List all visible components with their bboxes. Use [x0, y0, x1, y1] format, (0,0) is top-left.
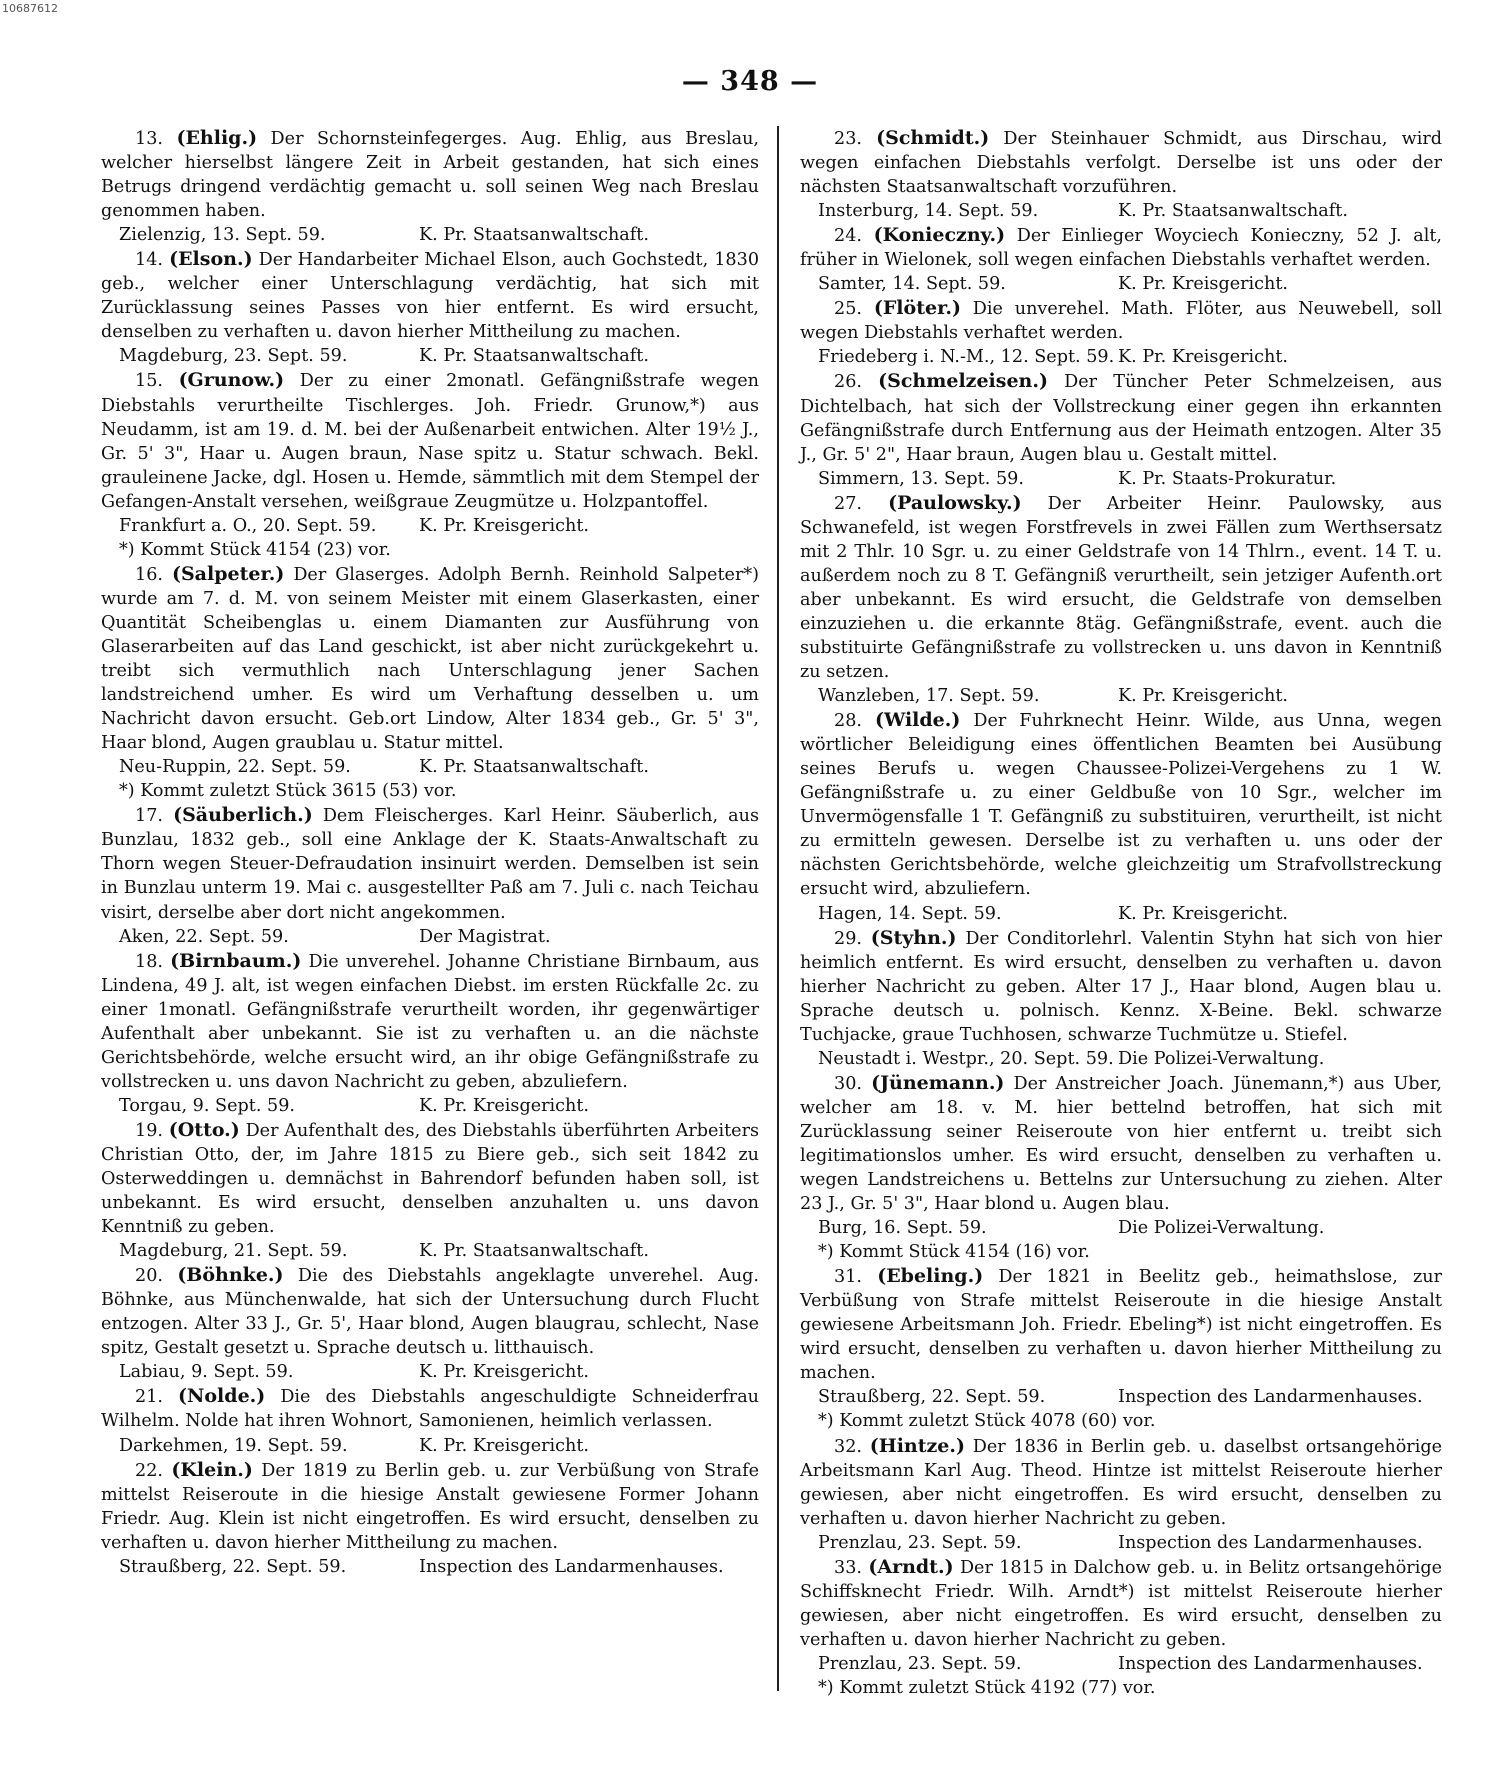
notice-entry: [101, 247, 759, 368]
page-number: — 348 —: [681, 66, 819, 97]
notice-body: Der Aufenthalt des, des Diebstahls überführten Arbeiters Christian Otto, der, im Jahre 1815 zu Biere geb., sich seit 1842 zu Osterweddingen u. demnächst in Bahrendorf befunden haben soll, ist unbekannt. Es wird ersucht, denselben anzuhalten u. uns davon Kenntniß zu geben.: [101, 1120, 760, 1238]
notice-signature: [800, 1531, 1442, 1555]
notice-number: 14.: [135, 250, 163, 271]
notice-entry: [101, 1384, 759, 1457]
notice-number: 33.: [834, 1557, 862, 1578]
notice-surname: (Säuberlich.): [173, 804, 313, 827]
notice-place-date: Magdeburg, 23. Sept. 59.: [119, 346, 348, 367]
notice-number: 28.: [834, 711, 862, 732]
notice-text-block: [800, 1434, 1442, 1531]
notice-signature: [800, 1047, 1442, 1071]
notice-body: Der Tüncher Peter Schmelzeisen, aus Dichtelbach, hat sich der Vollstreckung einer gegen ihn erkannten Gefängnißstrafe durch Entfernung aus der Heimath entzogen. Alter 35 J., Gr. 5' 2", Haar braun, Augen blau u. Gestalt mittel.: [800, 372, 1442, 465]
notice-text-block: [800, 369, 1442, 466]
notice-entry: [101, 1118, 759, 1263]
notice-authority: K. Pr. Staatsanwaltschaft.: [419, 225, 649, 246]
notice-number: 13.: [135, 129, 163, 149]
notice-text-block: [800, 223, 1442, 272]
notice-signature: [101, 223, 759, 247]
notice-place-date: Insterburg, 14. Sept. 59.: [818, 201, 1039, 222]
notice-place-date: Magdeburg, 21. Sept. 59.: [119, 1241, 348, 1262]
notice-signature: [101, 1094, 759, 1118]
notice-number: 32.: [834, 1436, 862, 1457]
notice-place-date: Neu-Ruppin, 22. Sept. 59.: [119, 757, 351, 778]
notice-authority: K. Pr. Staatsanwaltschaft.: [419, 346, 649, 367]
notice-entry: [800, 369, 1442, 490]
notice-body: Der zu einer 2monatl. Gefängnißstrafe wegen Diebstahls verurtheilte Tischlerges. Joh. Friedr. Grunow,*) aus Neudamm, ist am 19. d. M. bei der Außenarbeit entwichen. Alter 19½ J., Gr. 5' 3", Haar u. Augen braun, Nase spitz u. Statur schwach. Bekl. grauleinene Jacke, dgl. Hosen u. Hemde, sämmtlich mit dem Stempel der Gefangen-Anstalt versehen, weißgraue Zeugmütze u. Holzpantoffel.: [101, 371, 760, 512]
notice-authority: K. Pr. Staats-Prokuratur.: [1118, 468, 1337, 489]
notice-authority: K. Pr. Staatsanwaltschaft.: [1118, 201, 1348, 222]
notice-text-block: [101, 1384, 759, 1433]
notice-authority: Inspection des Landarmenhauses.: [419, 1556, 724, 1577]
notice-entry: [800, 126, 1442, 223]
notice-signature: [101, 1555, 759, 1579]
notice-authority: Die Polizei-Verwaltung.: [1118, 1218, 1325, 1239]
notice-number: 23.: [834, 129, 862, 149]
notice-entry: [101, 562, 759, 803]
notice-signature: [101, 1360, 759, 1384]
notice-authority: Inspection des Landarmenhauses.: [1118, 1532, 1423, 1553]
notice-number: 20.: [135, 1266, 163, 1287]
notice-authority: K. Pr. Kreisgericht.: [419, 515, 590, 536]
notice-text-block: [800, 708, 1442, 901]
notice-body: Die unverehel. Math. Flöter, aus Neuwebell, soll wegen Diebstahls verhaftet werden.: [800, 299, 1443, 344]
notice-place-date: Neustadt i. Westpr., 20. Sept. 59.: [818, 1048, 1114, 1069]
notice-surname: (Klein.): [171, 1458, 253, 1481]
notice-body: Der Conditorlehrl. Valentin Styhn hat sich von hier heimlich entfernt. Es wird ersucht, denselben zu verhaften u. davon hierher Nachricht zu geben. Alter 17 J., Haar blond, Augen blau u. Sprache deutsch u. polnisch. Kennz. X-Beine. Bekl. schwarze Tuchjacke, graue Tuchhosen, schwarze Tuchmütze u. Stiefel.: [800, 928, 1443, 1045]
notice-number: 29.: [834, 928, 862, 949]
notice-body: Der Anstreicher Joach. Jünemann,*) aus Uber, welcher am 18. v. M. hier bettelnd betroffen, hat sich mit Zurücklassung seiner Reiseroute von hier entfernt u. treibt sich legitimationslos umher. Es wird ersucht, denselben zu verhaften u. wegen Landstreichens u. Bettelns zur Untersuchung zu ziehen. Alter 23 J., Gr. 5' 3", Haar blond u. Augen blau.: [800, 1073, 1443, 1215]
notice-authority: Die Polizei-Verwaltung.: [1118, 1048, 1325, 1069]
notice-number: 25.: [834, 299, 862, 320]
notice-number: 16.: [135, 564, 163, 585]
notice-place-date: Zielenzig, 13. Sept. 59.: [119, 225, 326, 246]
notice-entry: [800, 708, 1442, 925]
notice-footnote: *) Kommt zuletzt Stück 4078 (60) vor.: [818, 1411, 1156, 1432]
notice-text-block: [101, 562, 759, 755]
notice-text-block: [800, 1555, 1442, 1652]
notice-place-date: Aken, 22. Sept. 59.: [119, 926, 289, 947]
notice-number: 18.: [135, 951, 163, 972]
notice-authority: K. Pr. Kreisgericht.: [1118, 686, 1289, 707]
notice-text-block: [101, 1263, 759, 1360]
notice-entry: [800, 1555, 1442, 1700]
notice-body: Der Schornsteinfegerges. Aug. Ehlig, aus Breslau, welcher hierselbst längere Zeit in Arbeit gestanden, hat sich eines Betrugs dringend verdächtig gemacht u. soll seinen Weg nach Breslau genommen haben.: [101, 129, 759, 222]
notice-text-block: [800, 126, 1442, 199]
notice-number: 27.: [834, 493, 862, 514]
notice-signature: [800, 272, 1442, 296]
notice-text-block: [101, 1118, 759, 1239]
notice-place-date: Frankfurt a. O., 20. Sept. 59.: [119, 515, 377, 536]
notice-authority: K. Pr. Staatsanwaltschaft.: [419, 757, 649, 778]
notice-signature: [800, 1652, 1442, 1676]
notice-place-date: Straußberg, 22. Sept. 59.: [818, 1387, 1046, 1408]
notice-authority: K. Pr. Kreisgericht.: [1118, 274, 1289, 295]
left-column: [101, 126, 759, 1579]
notice-surname: (Styhn.): [870, 926, 957, 949]
notice-place-date: Labiau, 9. Sept. 59.: [119, 1362, 294, 1383]
notice-text-block: [800, 491, 1442, 684]
notice-signature: [101, 925, 759, 949]
notice-place-date: Straußberg, 22. Sept. 59.: [119, 1556, 347, 1577]
notice-surname: (Otto.): [168, 1118, 240, 1141]
notice-signature: [800, 1216, 1442, 1240]
notice-entry: [101, 1263, 759, 1384]
right-column: [800, 126, 1442, 1700]
notice-number: 24.: [834, 226, 862, 247]
notice-authority: Inspection des Landarmenhauses.: [1118, 1653, 1423, 1674]
notice-place-date: Samter, 14. Sept. 59.: [818, 274, 1006, 295]
notice-signature: [800, 199, 1442, 223]
notice-signature: [800, 1385, 1442, 1409]
notice-number: 31.: [834, 1267, 862, 1288]
notice-place-date: Torgau, 9. Sept. 59.: [119, 1095, 295, 1116]
notice-place-date: Friedeberg i. N.-M., 12. Sept. 59.: [818, 347, 1115, 368]
notice-signature: [101, 344, 759, 368]
notice-surname: (Hintze.): [869, 1434, 965, 1457]
notice-signature: [101, 1239, 759, 1263]
notice-body: Der 1821 in Beelitz geb., heimathslose, zur Verbüßung von Strafe mittelst Reiseroute in die hiesige Anstalt gewiesene Arbeitsmann Joh. Friedr. Ebeling*) ist nicht eingetroffen. Es wird ersucht, denselben zu verhaften u. davon hierher Mittheilung zu machen.: [800, 1267, 1443, 1384]
notice-surname: (Arndt.): [868, 1555, 954, 1578]
notice-signature: [800, 345, 1442, 369]
notice-place-date: Hagen, 14. Sept. 59.: [818, 903, 1002, 924]
notice-place-date: Prenzlau, 23. Sept. 59.: [818, 1653, 1022, 1674]
notice-body: Der Glaserges. Adolph Bernh. Reinhold Salpeter*) wurde am 7. d. M. von seinem Meister mit einem Glaserkasten, einer Quantität Scheibenglas u. einem Diamanten zur Ausführung von Glaserarbeiten auf das Land geschickt, ist aber nicht zurückgekehrt u. treibt sich vermuthlich nach Unterschlagung jener Sachen landstreichend umher. Es wird um Verhaftung desselben u. um Nachricht davon ersucht. Geb.ort Lindow, Alter 1834 geb., Gr. 5' 3", Haar blond, Augen graublau u. Statur mittel.: [101, 564, 760, 754]
notice-entry: [101, 368, 759, 561]
notice-authority: K. Pr. Kreisgericht.: [419, 1095, 590, 1116]
notice-entry: [101, 1458, 759, 1579]
notice-surname: (Elson.): [169, 248, 253, 271]
notice-surname: (Ehlig.): [176, 127, 258, 149]
notice-entry: [800, 296, 1442, 369]
notice-entry: [101, 949, 759, 1118]
notice-body: Die des Diebstahls angeschuldigte Schneiderfrau Wilhelm. Nolde hat ihren Wohnort, Samonienen, heimlich verlassen.: [101, 1387, 760, 1432]
notice-text-block: [101, 803, 759, 924]
notice-authority: K. Pr. Kreisgericht.: [1118, 347, 1289, 368]
notice-entry: [101, 126, 759, 247]
notice-number: 26.: [834, 372, 862, 393]
notice-number: 22.: [135, 1460, 163, 1481]
notice-surname: (Flöter.): [873, 297, 961, 320]
notice-surname: (Nolde.): [178, 1385, 266, 1408]
notice-text-block: [101, 247, 759, 344]
notice-number: 30.: [834, 1073, 862, 1094]
notice-footnote: *) Kommt zuletzt Stück 4192 (77) vor.: [818, 1678, 1156, 1698]
notice-text-block: [101, 126, 759, 223]
scan-id: 10687612: [2, 2, 58, 15]
notice-entry: [800, 223, 1442, 296]
notice-text-block: [101, 949, 759, 1094]
notice-authority: Der Magistrat.: [419, 926, 551, 947]
notice-authority: K. Pr. Kreisgericht.: [419, 1362, 590, 1383]
notice-surname: (Salpeter.): [171, 562, 285, 585]
notice-place-date: Darkehmen, 19. Sept. 59.: [119, 1435, 348, 1456]
notice-text-block: [101, 1458, 759, 1555]
notice-surname: (Paulowsky.): [888, 491, 1022, 514]
notice-number: 17.: [135, 806, 163, 827]
notice-signature: [101, 514, 759, 538]
notice-surname: (Jünemann.): [871, 1071, 1005, 1094]
notice-surname: (Wilde.): [874, 709, 961, 732]
notice-text-block: [800, 296, 1442, 345]
notice-body: Der Steinhauer Schmidt, aus Dirschau, wird wegen einfachen Diebstahls verfolgt. Derselbe ist uns oder der nächsten Staatsanwaltschaft vorzuführen.: [800, 129, 1442, 198]
notice-surname: (Schmidt.): [876, 127, 990, 149]
notice-signature: [101, 1434, 759, 1458]
notice-surname: (Schmelzeisen.): [878, 370, 1048, 393]
notice-body: Der Fuhrknecht Heinr. Wilde, aus Unna, wegen wörtlicher Beleidigung eines öffentlichen Beamten bei Ausübung seines Berufs u. wegen Chaussee-Polizei-Vergehens zu 1 W. Gefängnißstrafe u. zu einer Geldbuße von 10 Sgr., welcher im Unvermögensfalle 1 T. Gefängniß zu substituiren, verurtheilt, ist nicht zu ermitteln gewesen. Derselbe ist zu verhaften u. uns oder der nächsten Gerichtsbehörde, welche gleichzeitig um Strafvollstreckung ersucht wird, abzuliefern.: [800, 711, 1442, 900]
notice-authority: K. Pr. Staatsanwaltschaft.: [419, 1241, 649, 1262]
notice-body: Der Einlieger Woyciech Konieczny, 52 J. alt, früher in Wielonek, soll wegen einfachen Diebstahls verhaftet werden.: [800, 226, 1443, 271]
notice-authority: K. Pr. Kreisgericht.: [1118, 903, 1289, 924]
notice-authority: K. Pr. Kreisgericht.: [419, 1435, 590, 1456]
notice-text-block: [800, 1264, 1442, 1385]
notice-body: Der Arbeiter Heinr. Paulowsky, aus Schwanefeld, ist wegen Forstfrevels in zwei Fällen zum Werthsersatz mit 2 Thlr. 10 Sgr. u. zu einer Geldstrafe von 14 Thlrn., event. 14 T. u. außerdem noch zu 8 T. Gefängniß verurtheilt, sein jetziger Aufenth.ort aber unbekannt. Es wird ersucht, die Geldstrafe von demselben einzuziehen u. die erkannte 8täg. Gefängnißstrafe, event. auch die substituirte Gefängnißstrafe zu vollstrecken u. uns davon in Kenntniß zu setzen.: [800, 493, 1442, 683]
notice-body: Dem Fleischerges. Karl Heinr. Säuberlich, aus Bunzlau, 1832 geb., soll eine Anklage der K. Staats-Anwaltschaft zu Thorn wegen Steuer-Defraudation insinuirt werden. Demselben ist sein in Bunzlau unterm 19. Mai c. ausgestellter Paß am 7. Juli c. nach Teichau visirt, derselbe aber dort nicht angekommen.: [101, 806, 759, 923]
notice-surname: (Böhnke.): [177, 1264, 284, 1287]
notice-signature: [800, 902, 1442, 926]
notice-text-block: [800, 926, 1442, 1047]
notice-footnote: *) Kommt zuletzt Stück 3615 (53) vor.: [119, 781, 457, 802]
notice-surname: (Ebeling.): [877, 1265, 984, 1288]
notice-text-block: [800, 1071, 1442, 1216]
notice-footnote: *) Kommt Stück 4154 (23) vor.: [119, 539, 391, 560]
notice-entry: [800, 1071, 1442, 1264]
notice-surname: (Birnbaum.): [170, 949, 302, 972]
notice-place-date: Prenzlau, 23. Sept. 59.: [818, 1532, 1022, 1553]
notice-signature: [800, 467, 1442, 491]
notice-authority: Inspection des Landarmenhauses.: [1118, 1387, 1423, 1408]
notice-entry: [101, 803, 759, 948]
notice-place-date: Wanzleben, 17. Sept. 59.: [818, 686, 1040, 707]
notice-place-date: Burg, 16. Sept. 59.: [818, 1218, 987, 1239]
notice-number: 15.: [135, 371, 163, 392]
notice-text-block: [101, 368, 759, 513]
notice-body: Der Handarbeiter Michael Elson, auch Gochstedt, 1830 geb., welcher einer Unterschlagung verdächtig, hat sich mit Zurücklassung seines Passes von hier entfernt. Es wird ersucht, denselben zu verhaften u. davon hierher Mittheilung zu machen.: [101, 250, 760, 343]
notice-signature: [800, 684, 1442, 708]
notice-number: 19.: [135, 1120, 163, 1141]
notice-body: Der 1819 zu Berlin geb. u. zur Verbüßung von Strafe mittelst Reiseroute in die hiesige Anstalt gewiesene Former Johann Friedr. Aug. Klein ist nicht eingetroffen. Es wird ersucht, denselben zu verhaften u. davon hierher Mittheilung zu machen.: [101, 1460, 759, 1553]
notice-body: Der 1836 in Berlin geb. u. daselbst ortsangehörige Arbeitsmann Karl Aug. Theod. Hintze ist mittelst Reiseroute hierher gewiesen, aber nicht eingetroffen. Es wird ersucht, denselben zu verhaften u. davon hierher Nachricht zu geben.: [800, 1436, 1443, 1529]
notice-signature: [101, 755, 759, 779]
notice-body: Die unverehel. Johanne Christiane Birnbaum, aus Lindena, 49 J. alt, ist wegen einfachen Diebst. im ersten Rückfalle 2c. zu einer 1monatl. Gefängnißstrafe verurtheilt worden, ihr gegenwärtiger Aufenthalt aber unbekannt. Sie ist zu verhaften u. an die nächste Gerichtsbehörde, welche ersucht wird, an ihr obige Gefängnißstrafe zu vollstrecken u. uns davon Nachricht zu geben, abzuliefern.: [101, 951, 760, 1092]
notice-surname: (Grunow.): [178, 369, 285, 392]
notice-body: Der 1815 in Dalchow geb. u. in Belitz ortsangehörige Schiffsknecht Friedr. Wilh. Arndt*) ist mittelst Reiseroute hierher gewiesen, aber nicht eingetroffen. Es wird ersucht, denselben zu verhaften u. davon hierher Nachricht zu geben.: [800, 1557, 1443, 1650]
notice-place-date: Simmern, 13. Sept. 59.: [818, 468, 1024, 489]
notice-entry: [800, 1434, 1442, 1555]
notice-footnote: *) Kommt Stück 4154 (16) vor.: [818, 1242, 1090, 1263]
notice-surname: (Konieczny.): [873, 224, 1006, 247]
column-divider: [777, 126, 779, 1691]
notice-entry: [800, 1264, 1442, 1433]
notice-entry: [800, 926, 1442, 1071]
notice-number: 21.: [135, 1387, 163, 1408]
notice-entry: [800, 491, 1442, 708]
notice-body: Die des Diebstahls angeklagte unverehel. Aug. Böhnke, aus Münchenwalde, hat sich der Untersuchung durch Flucht entzogen. Alter 33 J., Gr. 5', Haar blond, Augen blaugrau, schlecht, Nase spitz, Gestalt gesetzt u. Sprache deutsch u. litthauisch.: [101, 1266, 760, 1359]
